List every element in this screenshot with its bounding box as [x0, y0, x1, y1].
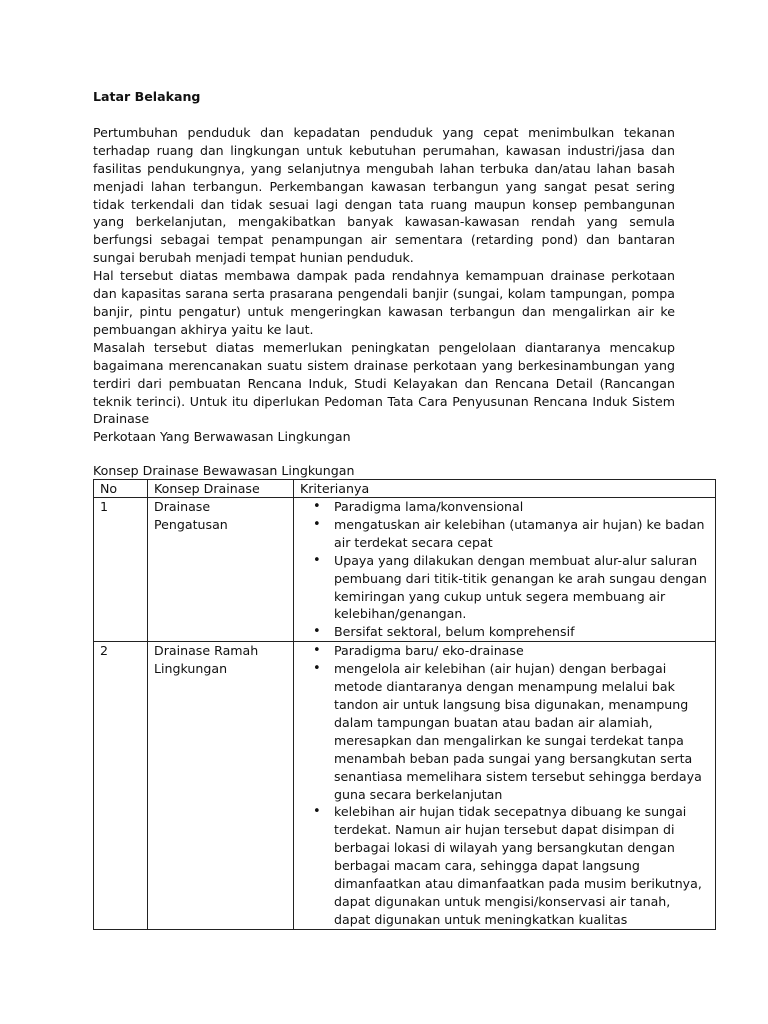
header-kriteria: Kriterianya [294, 480, 716, 498]
row-konsep: Drainase Ramah Lingkungan [148, 642, 294, 930]
document-body [93, 88, 675, 480]
list-item: • Bersifat sektoral, belum komprehensif [300, 623, 709, 641]
list-item: • mengelola air kelebihan (air hujan) dengan berbagai metode diantaranya dengan menampung melalui bak tandon air untuk langsung bisa digunakan, menampung dalam tampungan buatan atau badan air alamiah, meresapkan dan mengalirkan ke sungai terdekat tanpa menambah beban pada sungai yang bersangkutan serta senantiasa memelihara sistem tersebut sehingga berdaya guna secara berkelanjutan [300, 660, 709, 803]
row-kriteria [294, 642, 716, 930]
list-item: • Upaya yang dilakukan dengan membuat alur-alur saluran pembuang dari titik-titik genangan ke arah sungau dengan kemiringan yang cukup untuk segera membuang air kelebihan/genangan. [300, 552, 709, 624]
table-row [94, 498, 716, 642]
criteria-list [300, 642, 709, 929]
list-item: • mengatuskan air kelebihan (utamanya air hujan) ke badan air terdekat secara cepat [300, 516, 709, 552]
concept-table [93, 479, 716, 930]
row-kriteria [294, 498, 716, 642]
criteria-list [300, 498, 709, 641]
section-heading: Latar Belakang [93, 89, 201, 104]
row-no: 2 [94, 642, 148, 930]
row-no: 1 [94, 498, 148, 642]
header-konsep: Konsep Drainase [148, 480, 294, 498]
table-header-row [94, 480, 716, 498]
row-konsep: Drainase Pengatusan [148, 498, 294, 642]
paragraph-1: Pertumbuhan penduduk dan kepadatan penduduk yang cepat menimbulkan tekanan terhadap ruang dan lingkungan untuk kebutuhan perumahan, kawasan industri/jasa dan fasilitas pendukungnya, yang selanjutnya mengubah lahan terbuka dan/atau lahan basah menjadi lahan terbangun. Perkembangan kawasan terbangun yang sangat pesat sering tidak terkendali dan tidak sesuai lagi dengan tata ruang maupun konsep pembangunan yang berkelanjutan, mengakibatkan banyak kawasan-kawasan rendah yang semula berfungsi sebagai tempat penampungan air sementara (retarding pond) dan bantaran sungai berubah menjadi tempat hunian penduduk. [93, 124, 675, 266]
list-item: • Paradigma lama/konvensional [300, 498, 709, 516]
list-item: • Paradigma baru/ eko-drainase [300, 642, 709, 660]
paragraph-2: Hal tersebut diatas membawa dampak pada rendahnya kemampuan drainase perkotaan dan kapasitas sarana serta prasarana pengendali banjir (sungai, kolam tampungan, pompa banjir, pintu pengatur) untuk mengeringkan kawasan terbangun dan mengalirkan air ke pembuangan akhirya yaitu ke laut. [93, 268, 675, 337]
paragraph-4: Perkotaan Yang Berwawasan Lingkungan [93, 429, 351, 445]
table-caption: Konsep Drainase Bewawasan Lingkungan [93, 463, 355, 479]
list-item: • kelebihan air hujan tidak secepatnya dibuang ke sungai terdekat. Namun air hujan tersebut dapat disimpan di berbagai lokasi di wilayah yang bersangkutan dengan berbagai macam cara, sehingga dapat langsung dimanfaatkan atau dimanfaatkan pada musim berikutnya, dapat digunakan untuk mengisi/konservasi air tanah, dapat digunakan untuk meningkatkan kualitas [300, 803, 709, 928]
header-no: No [94, 480, 148, 498]
paragraph-3: Masalah tersebut diatas memerlukan peningkatan pengelolaan diantaranya mencakup bagaimana merencanakan suatu sistem drainase perkotaan yang berkesinambungan yang terdiri dari pembuatan Rencana Induk, Studi Kelayakan dan Rencana Detail (Rancangan teknik terinci). Untuk itu diperlukan Pedoman Tata Cara Penyusunan Rencana Induk Sistem Drainase [93, 339, 675, 427]
table-row [94, 642, 716, 930]
